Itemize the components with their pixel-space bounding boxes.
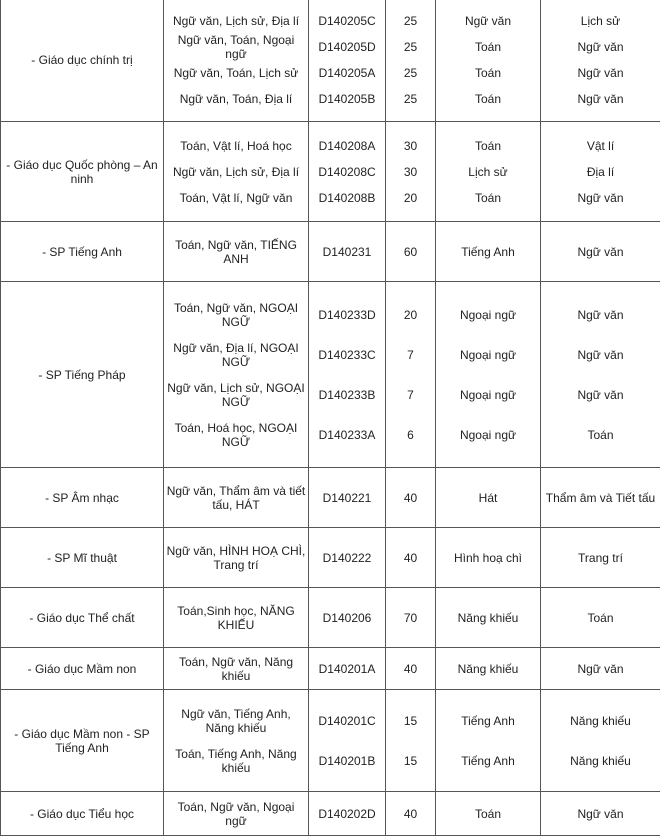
quota: 40 <box>388 801 433 827</box>
subject-combo: Ngữ văn, Toán, Lịch sử <box>166 60 306 86</box>
subject-combo: Toán,Sinh học, NĂNG KHIẾU <box>166 605 306 631</box>
quota: 20 <box>388 295 433 335</box>
quota: 20 <box>388 185 433 211</box>
secondary-subject: Ngữ văn <box>543 86 658 112</box>
subject-combo: Ngữ văn, Lịch sử, Địa lí <box>166 159 306 185</box>
secondary-subject-cell <box>541 588 660 648</box>
main-subject: Toán <box>438 801 538 827</box>
main-subject: Ngoại ngữ <box>438 375 538 415</box>
subject-combo-cell <box>164 468 309 528</box>
program-code: D140208A <box>311 133 383 159</box>
secondary-subject: Ngữ văn <box>543 801 658 827</box>
program-code: D140208C <box>311 159 383 185</box>
subject-combo: Ngữ văn, Lịch sử, Địa lí <box>166 8 306 34</box>
main-subject: Lịch sử <box>438 159 538 185</box>
main-subject: Năng khiếu <box>438 656 538 682</box>
main-subject-cell <box>436 122 541 222</box>
secondary-subject: Ngữ văn <box>543 335 658 375</box>
secondary-subject-cell <box>541 222 660 282</box>
quota-cell <box>386 122 436 222</box>
program-code: D140201A <box>311 656 383 682</box>
major-name: - SP Tiếng Pháp <box>1 282 164 468</box>
subject-combo-cell <box>164 792 309 836</box>
main-subject: Toán <box>438 86 538 112</box>
program-code: D140208B <box>311 185 383 211</box>
quota-cell <box>386 648 436 690</box>
program-code: D140205D <box>311 34 383 60</box>
quota: 7 <box>388 335 433 375</box>
subject-combo: Toán, Hoá học, NGOẠI NGỮ <box>166 415 306 455</box>
major-name: - SP Âm nhạc <box>1 468 164 528</box>
subject-combo: Ngữ văn, Lịch sử, NGOẠI NGỮ <box>166 375 306 415</box>
program-code: D140233D <box>311 295 383 335</box>
program-code-cell <box>309 0 386 122</box>
table-row <box>1 528 660 588</box>
quota: 15 <box>388 741 433 781</box>
program-code-cell <box>309 282 386 468</box>
subject-combo-cell <box>164 648 309 690</box>
quota: 30 <box>388 159 433 185</box>
secondary-subject: Ngữ văn <box>543 656 658 682</box>
secondary-subject: Năng khiếu <box>543 741 658 781</box>
subject-combo: Ngữ văn, Toán, Ngoại ngữ <box>166 34 306 60</box>
quota: 30 <box>388 133 433 159</box>
program-code-cell <box>309 648 386 690</box>
table-row <box>1 648 660 690</box>
subject-combo-cell <box>164 690 309 792</box>
quota: 7 <box>388 375 433 415</box>
quota: 15 <box>388 701 433 741</box>
program-code: D140233B <box>311 375 383 415</box>
secondary-subject-cell <box>541 468 660 528</box>
subject-combo: Toán, Ngữ văn, TIẾNG ANH <box>166 239 306 265</box>
quota-cell <box>386 792 436 836</box>
main-subject: Tiếng Anh <box>438 701 538 741</box>
secondary-subject: Địa lí <box>543 159 658 185</box>
quota-cell <box>386 690 436 792</box>
main-subject-cell <box>436 468 541 528</box>
secondary-subject: Ngữ văn <box>543 375 658 415</box>
secondary-subject: Thẩm âm và Tiết tấu <box>543 485 658 511</box>
table-row <box>1 222 660 282</box>
subject-combo: Ngữ văn, Tiếng Anh, Năng khiếu <box>166 701 306 741</box>
main-subject: Năng khiếu <box>438 605 538 631</box>
program-code-cell <box>309 792 386 836</box>
secondary-subject-cell <box>541 792 660 836</box>
subject-combo: Ngữ văn, Toán, Địa lí <box>166 86 306 112</box>
major-name: - Giáo dục Mầm non <box>1 648 164 690</box>
table-row <box>1 792 660 836</box>
subject-combo: Toán, Ngữ văn, Năng khiếu <box>166 656 306 682</box>
program-code: D140231 <box>311 239 383 265</box>
main-subject-cell <box>436 648 541 690</box>
program-code: D140202D <box>311 801 383 827</box>
program-code: D140233C <box>311 335 383 375</box>
major-name: - SP Tiếng Anh <box>1 222 164 282</box>
secondary-subject: Ngữ văn <box>543 34 658 60</box>
program-code: D140205B <box>311 86 383 112</box>
secondary-subject: Năng khiếu <box>543 701 658 741</box>
quota-cell <box>386 468 436 528</box>
program-code: D140206 <box>311 605 383 631</box>
program-code: D140201C <box>311 701 383 741</box>
subject-combo-cell <box>164 122 309 222</box>
secondary-subject: Trang trí <box>543 545 658 571</box>
subject-combo: Toán, Vật lí, Hoá học <box>166 133 306 159</box>
quota: 25 <box>388 60 433 86</box>
program-code-cell <box>309 588 386 648</box>
major-name: - Giáo dục chính trị <box>1 0 164 122</box>
main-subject: Hát <box>438 485 538 511</box>
subject-combo-cell <box>164 222 309 282</box>
quota-cell <box>386 0 436 122</box>
main-subject-cell <box>436 588 541 648</box>
subject-combo: Toán, Ngữ văn, NGOẠI NGỮ <box>166 295 306 335</box>
program-code-cell <box>309 528 386 588</box>
quota: 25 <box>388 34 433 60</box>
main-subject-cell <box>436 792 541 836</box>
subject-combo-cell <box>164 528 309 588</box>
secondary-subject-cell <box>541 0 660 122</box>
secondary-subject: Ngữ văn <box>543 60 658 86</box>
quota: 40 <box>388 656 433 682</box>
subject-combo: Toán, Ngữ văn, Ngoại ngữ <box>166 801 306 827</box>
secondary-subject: Ngữ văn <box>543 185 658 211</box>
subject-combo: Ngữ văn, Địa lí, NGOẠI NGỮ <box>166 335 306 375</box>
quota: 70 <box>388 605 433 631</box>
secondary-subject: Vật lí <box>543 133 658 159</box>
secondary-subject-cell <box>541 690 660 792</box>
table-row <box>1 0 660 122</box>
subject-combo: Toán, Tiếng Anh, Năng khiếu <box>166 741 306 781</box>
secondary-subject: Toán <box>543 605 658 631</box>
subject-combo-cell <box>164 0 309 122</box>
subject-combo-cell <box>164 588 309 648</box>
main-subject-cell <box>436 222 541 282</box>
table-row <box>1 122 660 222</box>
major-name: - Giáo dục Quốc phòng – An ninh <box>1 122 164 222</box>
quota-cell <box>386 282 436 468</box>
quota: 6 <box>388 415 433 455</box>
main-subject: Toán <box>438 133 538 159</box>
program-code: D140205C <box>311 8 383 34</box>
main-subject: Toán <box>438 34 538 60</box>
secondary-subject: Ngữ văn <box>543 295 658 335</box>
main-subject-cell <box>436 282 541 468</box>
major-name: - Giáo dục Tiểu học <box>1 792 164 836</box>
main-subject-cell <box>436 690 541 792</box>
main-subject: Ngoại ngữ <box>438 415 538 455</box>
program-code-cell <box>309 690 386 792</box>
table-body <box>1 0 660 836</box>
main-subject: Tiếng Anh <box>438 239 538 265</box>
major-name: - SP Mĩ thuật <box>1 528 164 588</box>
program-code: D140201B <box>311 741 383 781</box>
main-subject-cell <box>436 528 541 588</box>
program-code-cell <box>309 122 386 222</box>
secondary-subject-cell <box>541 122 660 222</box>
secondary-subject: Lịch sử <box>543 8 658 34</box>
quota: 40 <box>388 485 433 511</box>
table-row <box>1 588 660 648</box>
secondary-subject: Ngữ văn <box>543 239 658 265</box>
main-subject: Toán <box>438 60 538 86</box>
program-code-cell <box>309 222 386 282</box>
table-row <box>1 690 660 792</box>
subject-combo: Toán, Vật lí, Ngữ văn <box>166 185 306 211</box>
subject-combo: Ngữ văn, Thẩm âm và tiết tấu, HÁT <box>166 485 306 511</box>
quota: 25 <box>388 86 433 112</box>
major-name: - Giáo dục Mầm non - SP Tiếng Anh <box>1 690 164 792</box>
main-subject: Ngữ văn <box>438 8 538 34</box>
quota-cell <box>386 588 436 648</box>
quota-cell <box>386 222 436 282</box>
program-code: D140233A <box>311 415 383 455</box>
main-subject: Ngoại ngữ <box>438 335 538 375</box>
secondary-subject-cell <box>541 648 660 690</box>
table-row <box>1 468 660 528</box>
secondary-subject: Toán <box>543 415 658 455</box>
secondary-subject-cell <box>541 282 660 468</box>
program-code-cell <box>309 468 386 528</box>
main-subject: Ngoại ngữ <box>438 295 538 335</box>
quota-cell <box>386 528 436 588</box>
main-subject: Hình hoạ chì <box>438 545 538 571</box>
main-subject: Tiếng Anh <box>438 741 538 781</box>
table-row <box>1 282 660 468</box>
secondary-subject-cell <box>541 528 660 588</box>
subject-combo: Ngữ văn, HÌNH HOẠ CHÌ, Trang trí <box>166 545 306 571</box>
major-name: - Giáo dục Thể chất <box>1 588 164 648</box>
program-code: D140205A <box>311 60 383 86</box>
subject-combo-cell <box>164 282 309 468</box>
quota: 60 <box>388 239 433 265</box>
program-code: D140221 <box>311 485 383 511</box>
main-subject: Toán <box>438 185 538 211</box>
quota: 25 <box>388 8 433 34</box>
quota: 40 <box>388 545 433 571</box>
program-code: D140222 <box>311 545 383 571</box>
main-subject-cell <box>436 0 541 122</box>
